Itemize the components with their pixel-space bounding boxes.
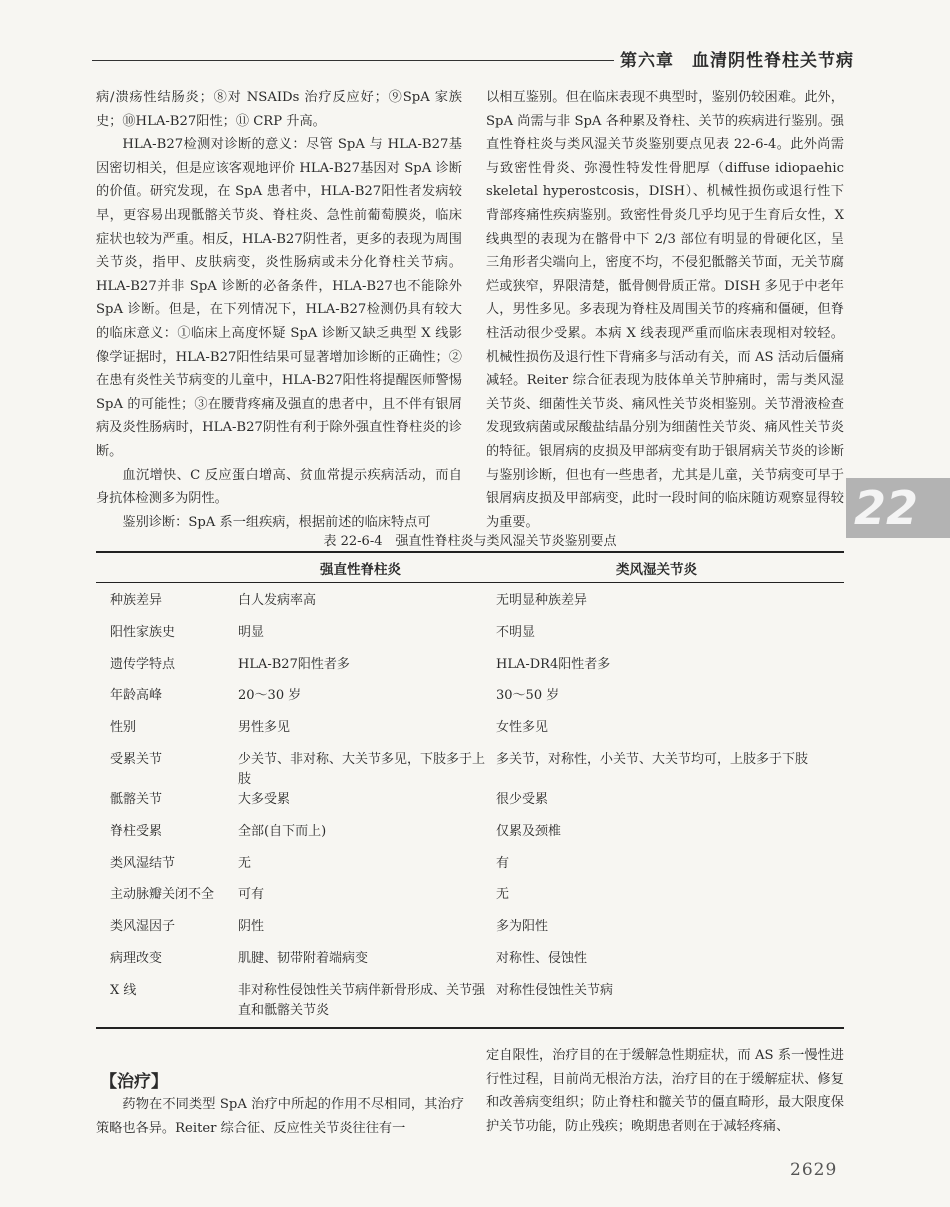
row-ra-value: 仅累及颈椎 — [496, 823, 562, 839]
row-feature: 受累关节 — [110, 751, 163, 767]
row-as-value: 大多受累 — [238, 791, 291, 807]
treatment-right-paragraph: 定自限性，治疗目的在于缓解急性期症状，而 AS 系一慢性进行性过程，目前尚无根治方法，治疗目的在于缓解症状、修复和改善病变组织；防止脊柱和髋关节的僵直畸形，最大限度保护关节功能，防止残疾；晚期患者则在于减轻疼痛、 — [486, 1048, 844, 1134]
table-header-row — [96, 552, 844, 583]
row-ra-value: 很少受累 — [496, 791, 549, 807]
treatment-left-text — [96, 1093, 464, 1140]
chapter-tab: 22 — [846, 478, 950, 538]
row-as-value: 20～30 岁 — [238, 688, 302, 704]
row-feature: 类风湿结节 — [110, 855, 176, 871]
row-ra-value: 有 — [496, 855, 510, 871]
row-ra-value: 对称性侵蚀性关节病 — [496, 981, 844, 1028]
left-paragraph-3: 血沉增快、C 反应蛋白增高、贫血常提示疾病活动，而自身抗体检测多为阴性。 — [96, 467, 462, 507]
table-row — [96, 917, 844, 949]
table-row — [96, 686, 844, 718]
table-row — [96, 623, 844, 655]
row-ra-value: 多为阳性 — [496, 919, 549, 935]
chapter-title: 第六章 血清阴性脊柱关节病 — [620, 51, 854, 71]
treatment-right-text — [486, 1044, 844, 1138]
row-as-value: 无 — [238, 855, 252, 871]
row-as-value: 少关节、非对称、大关节多见，下肢多于上肢 — [238, 751, 486, 787]
table-row — [96, 854, 844, 886]
left-column — [96, 86, 462, 534]
treatment-heading: 【治疗】 — [100, 1072, 168, 1092]
table-row — [96, 885, 844, 917]
row-ra-value: 无 — [496, 887, 510, 903]
row-feature: 种族差异 — [110, 593, 163, 608]
header-rule — [92, 60, 614, 61]
table-header-empty — [96, 552, 220, 583]
row-ra-value: 不明显 — [496, 624, 536, 640]
row-feature: 类风湿因子 — [110, 919, 176, 935]
left-paragraph-2: HLA-B27检测对诊断的意义：尽管 SpA 与 HLA-B27基因密切相关，但是应该客观地评价 HLA-B27基因对 SpA 诊断的价值。研究发现，在 SpA 患者中，HLA-B27阳性者发病较早，更容易出现骶髂关节炎、脊柱炎、急性前葡萄膜炎，临床症状也较为严重。相反，HLA-B27阴性者，更多的表现为周围关节炎，指甲、皮肤病变，炎性肠病或未分化脊柱关节病。HLA-B27并非 SpA 诊断的必备条件，HLA-B27也不能除外 SpA 诊断。但是，在下列情况下，HLA-B27检测仍具有较大的临床意义：①临床上高度怀疑 SpA 诊断又缺乏典型 X 线影像学证据时，HLA-B27阳性结果可显著增加诊断的正确性；②在患有炎性关节病变的儿童中，HLA-B27阳性将提醒医师警惕 SpA 的可能性；③在腰背疼痛及强直的患者中，且不伴有银屑病及炎性肠病时，HLA-B27阴性有利于除外强直性脊柱炎的诊断。 — [96, 137, 462, 459]
row-as-value: 可有 — [238, 887, 265, 903]
row-as-value: 阴性 — [238, 919, 265, 935]
comparison-table — [96, 551, 844, 1029]
row-as-value: HLA-B27阳性者多 — [238, 656, 350, 672]
row-as-value: 明显 — [238, 624, 265, 640]
row-ra-value: 女性多见 — [496, 720, 549, 736]
table-caption: 表 22-6-4 强直性脊柱炎与类风湿关节炎鉴别要点 — [323, 534, 617, 549]
table-row — [96, 583, 844, 623]
row-as-value: 非对称性侵蚀性关节病伴新骨形成、关节强直和骶髂关节炎 — [220, 981, 496, 1028]
row-feature: 病理改变 — [110, 950, 163, 966]
row-feature: 主动脉瓣关闭不全 — [110, 887, 215, 903]
row-as-value: 白人发病率高 — [238, 593, 317, 608]
row-feature: 性别 — [110, 720, 137, 736]
row-as-value: 肌腱、韧带附着端病变 — [238, 950, 369, 966]
table-header-ra: 类风湿关节炎 — [496, 552, 844, 583]
right-paragraph-1: 以相互鉴别。但在临床表现不典型时，鉴别仍较困难。此外，SpA 尚需与非 SpA 各种累及脊柱、关节的疾病进行鉴别。强直性脊柱炎与类风湿关节炎鉴别要点见表 22-6-4。此外尚需与致密性骨炎、弥漫性特发性骨肥厚（diffuse idiopaehic skeletal hyperostcosis，DISH）、机械性损伤或退行性下背部疼痛性疾病鉴别。致密性骨炎几乎均见于生育后女性，X 线典型的表现为在髂骨中下 2/3 部位有明显的骨硬化区，呈三角形者尖端向上，密度不均，不侵犯骶髂关节面，无关节腐烂或狭窄，界限清楚，骶骨侧骨质正常。DISH 多见于中老年人，男性多见。多表现为脊柱及周围关节的疼痛和僵硬，但脊柱活动很少受累。本病 X 线表现严重而临床表现相对较轻。机械性损伤及退行性下背痛多与活动有关，而 AS 活动后僵痛减轻。Reiter 综合征表现为肢体单关节肿痛时，需与类风湿关节炎、细菌性关节炎、痛风性关节炎相鉴别。关节滑液检查发现致病菌或尿酸盐结晶分别为细菌性关节炎、痛风性关节炎的特征。银屑病的皮损及甲部病变有助于银屑病关节炎的诊断与鉴别诊断，但也有一些患者，尤其是儿童，关节病变可早于银屑病皮损及甲部病变，此时一段时间的临床随访观察显得较为重要。 — [486, 90, 844, 530]
table-row — [96, 790, 844, 822]
table-row — [96, 981, 844, 1028]
row-ra-value: 多关节，对称性，小关节、大关节均可，上肢多于下肢 — [496, 751, 809, 767]
row-ra-value: HLA-DR4阳性者多 — [496, 656, 611, 672]
table-row — [96, 822, 844, 854]
page-number: 2629 — [790, 1160, 838, 1180]
row-ra-value: 无明显种族差异 — [496, 593, 588, 608]
right-column — [486, 86, 844, 534]
row-as-value: 男性多见 — [238, 720, 291, 736]
left-paragraph-4: 鉴别诊断：SpA 系一组疾病，根据前述的临床特点可 — [122, 514, 431, 530]
row-feature: X 线 — [96, 981, 220, 1028]
table-row — [96, 655, 844, 687]
row-feature: 遗传学特点 — [110, 656, 176, 672]
table-row — [96, 718, 844, 750]
row-feature: 阳性家族史 — [110, 624, 176, 640]
row-feature: 脊柱受累 — [110, 823, 163, 839]
row-feature: 骶髂关节 — [110, 791, 163, 807]
table-row — [96, 949, 844, 981]
row-feature: 年龄高峰 — [110, 688, 163, 704]
left-paragraph-1: 病/溃疡性结肠炎；⑧对 NSAIDs 治疗反应好；⑨SpA 家族史；⑩HLA-B27阳性；⑪ CRP 升高。 — [96, 90, 462, 129]
table-row — [96, 750, 844, 790]
row-ra-value: 30～50 岁 — [496, 688, 560, 704]
treatment-left-paragraph: 药物在不同类型 SpA 治疗中所起的作用不尽相同，其治疗策略也各异。Reiter 综合征、反应性关节炎往往有一 — [96, 1097, 464, 1136]
row-as-value: 全部(自下而上) — [238, 823, 327, 839]
row-ra-value: 对称性、侵蚀性 — [496, 950, 588, 966]
table-header-as: 强直性脊柱炎 — [220, 552, 496, 583]
